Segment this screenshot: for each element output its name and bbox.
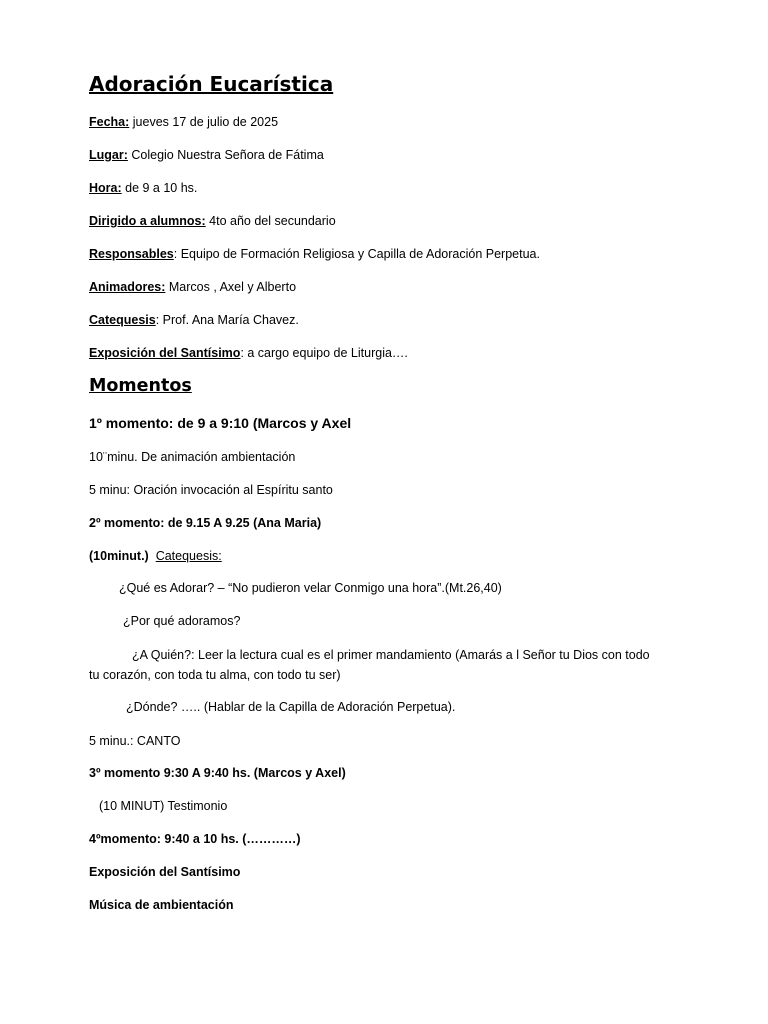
momento1-heading: 1º momento: de 9 a 9:10 (Marcos y Axel	[89, 415, 352, 431]
page-title: Adoración Eucarística	[89, 72, 334, 96]
momento2-catequesis-line	[89, 548, 222, 564]
question-por-que: ¿Por qué adoramos?	[123, 614, 241, 628]
hora-value: de 9 a 10 hs.	[121, 181, 198, 195]
momentos-heading: Momentos	[89, 376, 192, 396]
question-donde: ¿Dónde? ….. (Hablar de la Capilla de Adoración Perpetua).	[126, 700, 456, 714]
catequesis-line	[89, 312, 299, 328]
catequesis-label: Catequesis	[89, 313, 156, 327]
question-a-quien-line1: ¿A Quién?: Leer la lectura cual es el primer mandamiento (Amarás a l Señor tu Dios con todo	[132, 648, 650, 662]
momento4-heading: 4ºmomento: 9:40 a 10 hs. (…………)	[89, 832, 301, 846]
lugar-label: Lugar:	[89, 148, 128, 162]
exposicion-label: Exposición del Santísimo	[89, 346, 241, 360]
momento2-heading: 2º momento: de 9.15 A 9.25 (Ana Maria)	[89, 516, 322, 530]
exposicion-value: : a cargo equipo de Liturgia….	[240, 346, 408, 360]
question-a-quien	[89, 645, 689, 685]
exposicion-line	[89, 345, 408, 361]
momento1-line1: 10¨minu. De animación ambientación	[89, 450, 296, 464]
dirigido-line	[89, 213, 336, 229]
hora-line	[89, 180, 197, 196]
momento2-duration: (10minut.)	[89, 549, 149, 563]
momento3-heading: 3º momento 9:30 A 9:40 hs. (Marcos y Axel)	[89, 766, 346, 780]
fecha-line	[89, 114, 278, 130]
momento4-line1: Exposición del Santísimo	[89, 865, 241, 879]
lugar-line	[89, 147, 324, 163]
responsables-label: Responsables	[89, 247, 174, 261]
responsables-value: : Equipo de Formación Religiosa y Capilla de Adoración Perpetua.	[173, 247, 540, 261]
question-que-es-adorar: ¿Qué es Adorar? – “No pudieron velar Conmigo una hora”.(Mt.26,40)	[119, 581, 502, 595]
question-a-quien-line2: tu corazón, con toda tu alma, con todo tu ser)	[89, 668, 341, 682]
animadores-line	[89, 279, 296, 295]
animadores-value: Marcos , Axel y Alberto	[165, 280, 297, 294]
momento3-line1: (10 MINUT) Testimonio	[99, 799, 228, 813]
animadores-label: Animadores:	[89, 280, 166, 294]
dirigido-value: 4to año del secundario	[205, 214, 336, 228]
hora-label: Hora:	[89, 181, 122, 195]
momento2-canto: 5 minu.: CANTO	[89, 734, 181, 748]
momento1-line2: 5 minu: Oración invocación al Espíritu santo	[89, 483, 333, 497]
momento4-line2: Música de ambientación	[89, 898, 234, 912]
lugar-value: Colegio Nuestra Señora de Fátima	[127, 148, 324, 162]
momento2-catequesis-label: Catequesis:	[155, 549, 222, 563]
fecha-label: Fecha:	[89, 115, 130, 129]
dirigido-label: Dirigido a alumnos:	[89, 214, 206, 228]
responsables-line	[89, 246, 540, 262]
catequesis-value: : Prof. Ana María Chavez.	[155, 313, 299, 327]
fecha-value: jueves 17 de julio de 2025	[129, 115, 279, 129]
